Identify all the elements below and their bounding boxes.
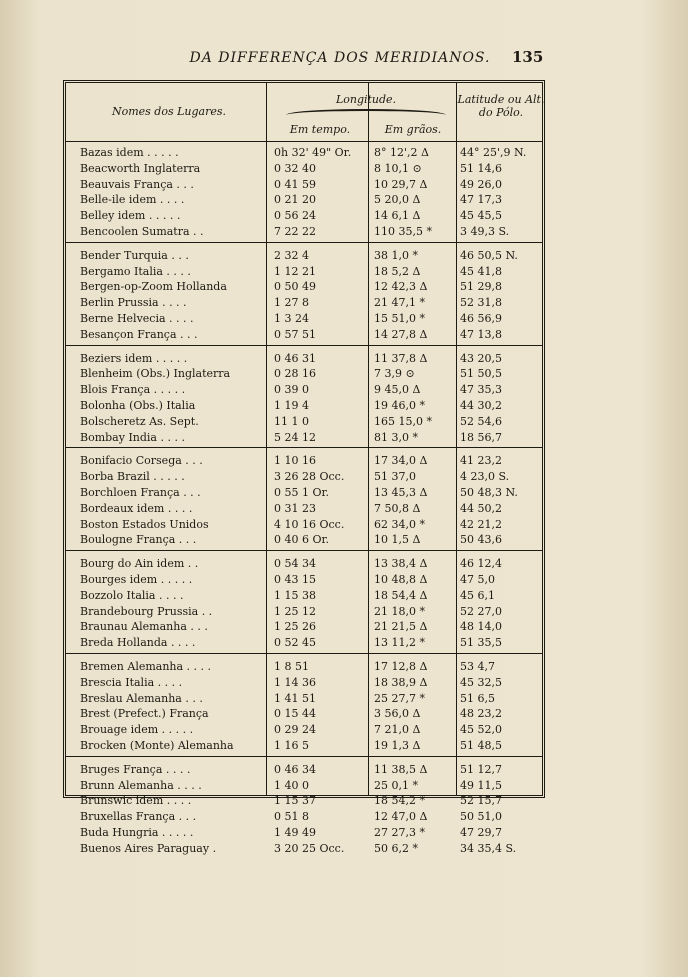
time-value: 0 28 16 [274, 367, 316, 381]
degree-value: 13 11,2 * [374, 636, 425, 650]
header-latitude: Latitude ou Alt. do Pólo. [457, 93, 545, 119]
time-value: 1 25 26 [274, 620, 316, 634]
place-name: Bencoolen Sumatra . . [80, 225, 204, 238]
degree-value: 5 20,0 Δ [374, 193, 421, 207]
latitude-value: 49 26,0 [460, 177, 502, 191]
place-name: Brunswic idem . . . . [80, 794, 192, 808]
table-row [66, 604, 542, 620]
latitude-value: 52 54,6 [460, 414, 502, 428]
degree-value: 51 37,0 [374, 470, 416, 484]
header-longitude: Longitude. [335, 93, 397, 106]
table-row [66, 501, 542, 517]
place-name: Blois França . . . . . [80, 383, 186, 397]
degree-value: 15 51,0 * [374, 312, 425, 325]
latitude-value: 45 45,5 [460, 209, 502, 223]
latitude-value: 48 23,2 [460, 707, 502, 721]
time-value: 0 46 34 [274, 762, 316, 776]
latitude-value: 47 17,3 [460, 193, 502, 207]
latitude-value: 47 5,0 [460, 573, 495, 586]
degree-value: 11 37,8 Δ [374, 351, 428, 365]
table-row [66, 224, 542, 240]
time-value: 1 41 51 [274, 691, 316, 705]
degree-value: 8 10,1 ⊙ [374, 161, 422, 175]
table-row [66, 825, 542, 841]
latitude-value: 34 35,4 S. [460, 841, 517, 855]
table-row [66, 469, 542, 485]
table-row [66, 706, 542, 722]
degree-value: 9 45,0 Δ [374, 383, 421, 397]
latitude-value: 46 56,9 [460, 312, 502, 325]
place-name: Belley idem . . . . . [80, 209, 181, 223]
degree-value: 18 54,4 Δ [374, 588, 428, 602]
latitude-value: 47 29,7 [460, 826, 502, 839]
header-names: Nomes dos Lugares. [111, 105, 227, 118]
latitude-value: 48 14,0 [460, 620, 502, 634]
table-row [66, 366, 542, 382]
latitude-value: 18 56,7 [460, 430, 502, 444]
meridian-table [63, 80, 545, 855]
place-name: Buenos Aires Paraguay . [80, 841, 217, 855]
latitude-value: 52 15,7 [460, 794, 502, 808]
degree-value: 110 35,5 * [374, 225, 432, 238]
degree-value: 165 15,0 * [374, 414, 432, 428]
running-head: DA DIFFERENÇA DOS MERIDIANOS. [189, 50, 491, 66]
time-value: 0 43 15 [274, 573, 316, 586]
table-row [66, 430, 542, 446]
place-name: Belle-ile idem . . . . [80, 193, 185, 207]
latitude-value: 45 32,5 [460, 675, 502, 689]
table-row [66, 635, 542, 651]
place-name: Brunn Alemanha . . . . [80, 778, 202, 792]
time-value: 0 54 34 [274, 557, 316, 571]
time-value: 0 57 51 [274, 327, 316, 341]
place-name: Berlin Prussia . . . . [80, 296, 187, 310]
time-value: 2 32 4 [274, 248, 309, 262]
page-number: 135 [512, 48, 544, 66]
place-name: Borba Brazil . . . . . [80, 470, 185, 484]
table-row [66, 532, 542, 548]
degree-value: 13 38,4 Δ [374, 557, 428, 571]
time-value: 1 40 0 [274, 778, 309, 792]
latitude-value: 51 48,5 [460, 739, 502, 752]
place-name: Bergamo Italia . . . . [80, 264, 191, 278]
place-name: Bordeaux idem . . . . [80, 501, 193, 515]
degree-value: 19 1,3 Δ [374, 739, 421, 752]
degree-value: 10 1,5 Δ [374, 533, 421, 547]
time-value: 3 20 25 Occ. [274, 841, 345, 855]
time-value: 1 14 36 [274, 675, 316, 689]
time-value: 0 29 24 [274, 723, 316, 737]
time-value: 0 32 40 [274, 161, 316, 175]
time-value: 1 16 5 [274, 739, 309, 752]
latitude-value: 46 12,4 [460, 557, 502, 571]
degree-value: 17 12,8 Δ [374, 660, 428, 673]
time-value: 0 15 44 [274, 707, 316, 721]
latitude-value: 46 50,5 N. [460, 248, 518, 262]
time-value: 1 10 16 [274, 454, 316, 468]
place-name: Bourg do Ain idem . . [80, 557, 199, 571]
place-name: Bergen-op-Zoom Hollanda [80, 280, 227, 294]
latitude-value: 44° 25',9 N. [460, 146, 527, 159]
latitude-value: 50 48,3 N. [460, 486, 518, 499]
latitude-value: 51 29,8 [460, 280, 502, 294]
table-row [66, 161, 542, 177]
latitude-value: 51 14,6 [460, 161, 502, 175]
table-row [66, 351, 542, 367]
latitude-value: 50 43,6 [460, 533, 502, 547]
place-name: Bruxellas França . . . [80, 810, 197, 824]
degree-value: 62 34,0 * [374, 517, 425, 531]
brace-mark [286, 109, 446, 121]
table-row [66, 738, 542, 754]
table-row [66, 556, 542, 572]
time-value: 1 8 51 [274, 660, 309, 673]
time-value: 0 51 8 [274, 810, 309, 824]
time-value: 0 40 6 Or. [274, 533, 330, 547]
place-name: Breda Hollanda . . . . [80, 636, 196, 650]
degree-value: 14 27,8 Δ [374, 327, 428, 341]
time-value: 0 39 0 [274, 383, 309, 397]
group-separator [66, 550, 542, 551]
degree-value: 10 48,8 Δ [374, 573, 428, 586]
time-value: 1 49 49 [274, 826, 316, 839]
place-name: Brescia Italia . . . . [80, 675, 183, 689]
time-value: 1 15 37 [274, 794, 316, 808]
table-row [66, 327, 542, 343]
time-value: 11 1 0 [274, 414, 309, 428]
place-name: Bolonha (Obs.) Italia [80, 399, 196, 412]
time-value: 1 12 21 [274, 264, 316, 278]
place-name: Bolscheretz As. Sept. [80, 414, 199, 428]
place-name: Boston Estados Unidos [80, 517, 209, 531]
degree-value: 13 45,3 Δ [374, 486, 428, 499]
group-separator [66, 345, 542, 346]
degree-value: 25 0,1 * [374, 778, 418, 792]
table-row [66, 675, 542, 691]
place-name: Brest (Prefect.) França [80, 707, 209, 721]
latitude-value: 52 27,0 [460, 604, 502, 618]
time-value: 1 25 12 [274, 604, 316, 618]
place-name: Beziers idem . . . . . [80, 351, 188, 365]
table-row [66, 778, 542, 794]
latitude-value: 42 21,2 [460, 517, 502, 531]
latitude-value: 3 49,3 S. [460, 225, 510, 238]
time-value: 0 31 23 [274, 501, 316, 515]
time-value: 1 27 8 [274, 296, 309, 310]
place-name: Boulogne França . . . [80, 533, 197, 547]
table-row [66, 311, 542, 327]
degree-value: 38 1,0 * [374, 248, 418, 262]
place-name: Beauvais França . . . [80, 177, 194, 191]
degree-value: 21 18,0 * [374, 604, 425, 618]
time-value: 1 15 38 [274, 588, 316, 602]
time-value: 0 46 31 [274, 351, 316, 365]
latitude-value: 51 12,7 [460, 762, 502, 776]
group-separator [66, 242, 542, 243]
time-value: 1 19 4 [274, 399, 309, 412]
place-name: Besançon França . . . [80, 327, 198, 341]
time-value: 4 10 16 Occ. [274, 517, 345, 531]
table-row [66, 588, 542, 604]
latitude-value: 45 41,8 [460, 264, 502, 278]
place-name: Bombay India . . . . [80, 430, 185, 444]
table-row [66, 382, 542, 398]
degree-value: 18 38,9 Δ [374, 675, 428, 689]
degree-value: 12 47,0 Δ [374, 810, 428, 824]
time-value: 1 3 24 [274, 312, 309, 325]
degree-value: 3 56,0 Δ [374, 707, 421, 721]
degree-value: 14 6,1 Δ [374, 209, 421, 223]
latitude-value: 51 35,5 [460, 636, 502, 650]
degree-value: 17 34,0 Δ [374, 454, 428, 468]
table-row [66, 414, 542, 430]
place-name: Bender Turquia . . . [80, 248, 189, 262]
table-row [66, 398, 542, 414]
time-value: 0 52 45 [274, 636, 316, 650]
header-em-tempo: Em tempo. [289, 123, 351, 136]
place-name: Braunau Alemanha . . . [80, 620, 208, 634]
header-em-graos: Em grãos. [384, 123, 442, 136]
degree-value: 50 6,2 * [374, 841, 418, 855]
latitude-value: 53 4,7 [460, 660, 495, 673]
latitude-value: 49 11,5 [460, 778, 502, 792]
table-row [66, 264, 542, 280]
place-name: Brocken (Monte) Alemanha [80, 739, 234, 752]
place-name: Brandebourg Prussia . . [80, 604, 213, 618]
table-header [66, 83, 545, 142]
latitude-value: 51 6,5 [460, 691, 495, 705]
table-row [66, 691, 542, 707]
table-row [66, 841, 542, 857]
table-row [66, 248, 542, 264]
latitude-value: 43 20,5 [460, 351, 502, 365]
latitude-value: 45 52,0 [460, 723, 502, 737]
degree-value: 18 5,2 Δ [374, 264, 421, 278]
latitude-value: 51 50,5 [460, 367, 502, 381]
place-name: Buda Hungria . . . . . [80, 826, 194, 839]
time-value: 0 21 20 [274, 193, 316, 207]
degree-value: 19 46,0 * [374, 399, 425, 412]
latitude-value: 50 51,0 [460, 810, 502, 824]
table-row [66, 279, 542, 295]
place-name: Bozzolo Italia . . . . [80, 588, 184, 602]
degree-value: 21 47,1 * [374, 296, 425, 310]
time-value: 0 55 1 Or. [274, 486, 330, 499]
time-value: 0 50 49 [274, 280, 316, 294]
degree-value: 12 42,3 Δ [374, 280, 428, 294]
degree-value: 25 27,7 * [374, 691, 425, 705]
place-name: Blenheim (Obs.) Inglaterra [80, 367, 231, 381]
table-row [66, 809, 542, 825]
table-row [66, 793, 542, 809]
place-name: Bazas idem . . . . . [80, 146, 179, 159]
table-row [66, 572, 542, 588]
degree-value: 81 3,0 * [374, 430, 418, 444]
table-row [66, 295, 542, 311]
table-row [66, 485, 542, 501]
time-value: 3 26 28 Occ. [274, 470, 345, 484]
table-row [66, 145, 542, 161]
place-name: Berne Helvecia . . . . [80, 312, 194, 325]
place-name: Bremen Alemanha . . . . [80, 660, 212, 673]
degree-value: 10 29,7 Δ [374, 177, 428, 191]
degree-value: 18 54,2 * [374, 794, 425, 808]
place-name: Borchloen França . . . [80, 486, 201, 499]
place-name: Bonifacio Corsega . . . [80, 454, 203, 468]
table-row [66, 659, 542, 675]
table-row [66, 722, 542, 738]
place-name: Breslau Alemanha . . . [80, 691, 203, 705]
degree-value: 27 27,3 * [374, 826, 425, 839]
time-value: 0 41 59 [274, 177, 316, 191]
latitude-value: 4 23,0 S. [460, 470, 510, 484]
table-row [66, 619, 542, 635]
degree-value: 7 3,9 ⊙ [374, 367, 415, 381]
degree-value: 21 21,5 Δ [374, 620, 428, 634]
group-separator [66, 756, 542, 757]
degree-value: 7 21,0 Δ [374, 723, 421, 737]
latitude-value: 52 31,8 [460, 296, 502, 310]
degree-value: 8° 12',2 Δ [374, 146, 429, 159]
place-name: Bruges França . . . . [80, 762, 191, 776]
degree-value: 7 50,8 Δ [374, 501, 421, 515]
place-name: Bourges idem . . . . . [80, 573, 193, 586]
table-row [66, 762, 542, 778]
degree-value: 11 38,5 Δ [374, 762, 428, 776]
latitude-value: 44 30,2 [460, 399, 502, 412]
latitude-value: 41 23,2 [460, 454, 502, 468]
time-value: 5 24 12 [274, 430, 316, 444]
latitude-value: 44 50,2 [460, 501, 502, 515]
time-value: 0h 32' 49" Or. [274, 146, 352, 159]
latitude-value: 47 35,3 [460, 383, 502, 397]
table-row [66, 453, 542, 469]
table-row [66, 177, 542, 193]
table-row [66, 192, 542, 208]
place-name: Beacworth Inglaterra [80, 161, 201, 175]
group-separator [66, 653, 542, 654]
time-value: 0 56 24 [274, 209, 316, 223]
table-row [66, 517, 542, 533]
time-value: 7 22 22 [274, 225, 316, 238]
place-name: Brouage idem . . . . . [80, 723, 194, 737]
group-separator [66, 447, 542, 448]
latitude-value: 45 6,1 [460, 588, 495, 602]
latitude-value: 47 13,8 [460, 327, 502, 341]
table-row [66, 208, 542, 224]
